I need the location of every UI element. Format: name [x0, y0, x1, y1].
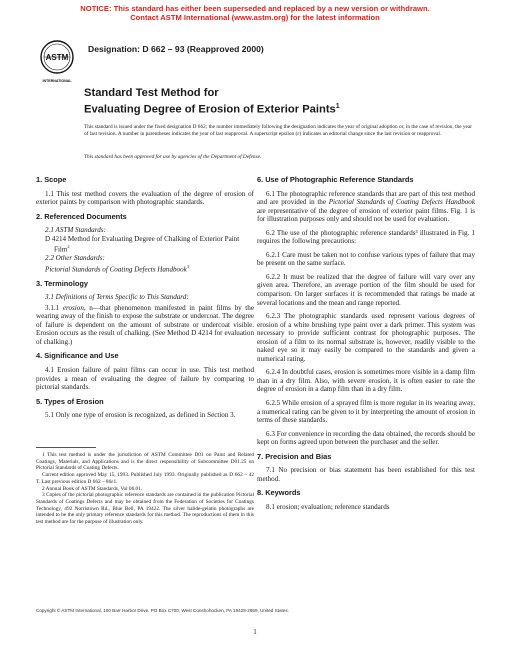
paragraph: 6.2.1 Care must be taken not to confuse various types of failure that may be present on the same surface. — [257, 250, 475, 268]
astm-logo — [40, 38, 74, 84]
logo-text: ASTM — [45, 53, 69, 62]
paragraph: 6.2.2 It must be realized that the degree of failure will vary over any given area. Therefore, an average portion of the film should be used for comparison. On larger surfaces it is recommended that ratings be made at several locations and the mean and range reported. — [257, 272, 475, 307]
paragraph: 6.2.5 While erosion of a sprayed film is more regular in its wearing away, a numerical rating can be given to it by interpreting the amount of erosion in terms of these standards. — [257, 399, 476, 425]
definition-erosion: 3.1.1 erosion, n—that phenomenon manifested in paint films by the wearing away of the finish to expose the substrate or undercoat. The degree of failure is dependent on the amount of substrate or undercoat visible. Erosion occurs as the result of chalking. (See Method D 4214 for evaluation of chalking.) — [36, 303, 254, 346]
paragraph: 4.1 Erosion failure of paint films can occur in use. This test method provides a mean of evaluating the degree of failure by comparing to pictorial standards. — [36, 366, 254, 392]
footnote-rule — [36, 447, 96, 448]
footnote-2: 2 Annual Book of ASTM Standards, Vol 06.01. — [42, 485, 143, 492]
designation: Designation: D 662 – 93 (Reapproved 2000) — [88, 44, 264, 54]
paragraph: 1.1 This test method covers the evaluation of the degree of erosion of exterior paints by comparison with photographic standards. — [36, 189, 254, 207]
title-footnote-mark: 1 — [335, 103, 340, 110]
section-photographic-standards — [257, 176, 475, 447]
paragraph: 6.2.4 In doubtful cases, erosion is sometimes more visible in a damp film than in a dry film. Also, with severe erosion, it is often easier to rate the degree of erosion in a damp film than in a dry film. — [257, 368, 475, 394]
footnotes — [36, 452, 254, 526]
section-heading: 7. Precision and Bias — [257, 451, 332, 461]
section-heading: 5. Types of Erosion — [36, 396, 104, 406]
paragraph: 5.1 Only one type of erosion is recognized, as defined in Section 3. — [45, 411, 236, 420]
right-column — [257, 176, 475, 518]
footnote-1-edition: Current edition approved May 15, 1993. Published July 1993. Originally published as D 662 – 42 T. Last previous edition D 662 – 86ε1. — [36, 472, 254, 485]
section-heading: 4. Significance and Use — [36, 351, 119, 361]
paragraph: 2.1 ASTM Standards: — [45, 226, 106, 235]
logo-subtext: INTERNATIONAL — [42, 79, 72, 83]
paragraph: 6.2 The use of the photographic reference standards³ illustrated in Fig. 1 requires the following precautions: — [257, 228, 475, 246]
section-heading: 2. Referenced Documents — [36, 211, 127, 221]
paragraph: 6.2.3 The photographic standards used represent various degrees of erosion of a white brushing type paint over a dark primer. This system was necessary to provide sufficient contrast for photographic purposes. The erosion of a film to its normal substrate is, however, readily visible to the naked eye so it may easily be compared to the standards and given a numerical rating. — [257, 312, 475, 363]
section-terminology — [36, 280, 254, 347]
paragraph: 7.1 No precision or bias statement has been established for this test method. — [257, 466, 475, 483]
footnote-1: 1 This test method is under the jurisdiction of ASTM Committee D01 on Paint and Related Coatings, Materials, and Applications and is the direct responsibility of Subcommittee D01.25 on Pictorial Standards of Coating Defects. — [36, 452, 254, 472]
footnote-3: 3 Copies of the pictorial photographic reference standards are contained in the publication Pictorial Standards of Coatings Defects and may be obtained from the Federation of Societies for Coatings Technology, 492 Norristown Rd., Blue Bell, PA 19422. The silver halide-gelatin photographs are intended to be the only primary reference standards for this method. The reproductions of them in this test method are for the purpose of illustration only. — [36, 492, 254, 526]
left-column — [36, 176, 254, 426]
section-types-of-erosion — [36, 398, 254, 420]
paragraph: 6.1 The photographic reference standards that are part of this test method and are provided in the Pictorial Standards of Coating Defects Handbook are representative of the degree of erosion of exterior paint films. Fig. 1 is for illustration purposes only and should not be used for evaluation. — [257, 189, 475, 224]
notice-line-2: Contact ASTM International (www.astm.org) for the latest information — [130, 13, 380, 22]
reference-item: Pictorial Standards of Coating Defects Handbook$^3$ — [45, 263, 190, 274]
notice-line-1: NOTICE: This standard has either been superseded and replaced by a new version or withdrawn. — [80, 4, 430, 13]
section-heading: 8. Keywords — [257, 488, 301, 498]
section-heading: 3. Terminology — [36, 278, 89, 288]
section-scope — [36, 176, 254, 207]
title-line-2: Evaluating Degree of Erosion of Exterior Paints — [84, 103, 336, 116]
dod-approval-note: This standard has been approved for use by agencies of the Department of Defense. — [84, 154, 262, 160]
document-title — [84, 87, 464, 117]
paragraph: 3.1 Definitions of Terms Specific to This Standard: — [45, 293, 189, 302]
section-significance — [36, 352, 254, 391]
section-referenced-documents — [36, 213, 254, 274]
notice-banner — [0, 4, 510, 22]
copyright-line: Copyright © ASTM International, 100 Barr Harbor Drive, PO Box C700, West Conshohocken, PA 19428-2959, United States. — [36, 608, 289, 613]
section-heading: 6. Use of Photographic Reference Standards — [257, 175, 414, 184]
reference-item: D 4214 Method for Evaluating Degree of Chalking of Exterior Paint Film$^2$ — [45, 234, 240, 254]
paragraph: 8.1 erosion; evaluation; reference standards — [266, 502, 390, 511]
section-precision-bias — [257, 453, 475, 484]
page-number: 1 — [253, 628, 257, 636]
title-line-1: Standard Test Method for — [84, 87, 219, 99]
section-heading: 1. Scope — [36, 175, 67, 184]
paragraph: 2.2 Other Standards: — [45, 254, 105, 263]
issuance-note: This standard is issued under the fixed designation D 662; the number immediately following the designation indicates the year of original adoption or, in the case of revision, the year of last revision. A number in parentheses indicates the year of last reapproval. A superscript epsilon (ε) indicates an editorial change since the last revision or reapproval. — [84, 124, 472, 137]
section-keywords — [257, 489, 475, 511]
paragraph: 6.3 For convenience in recording the data obtained, the records should be kept on forms agreed upon between the purchaser and the seller. — [257, 429, 475, 447]
